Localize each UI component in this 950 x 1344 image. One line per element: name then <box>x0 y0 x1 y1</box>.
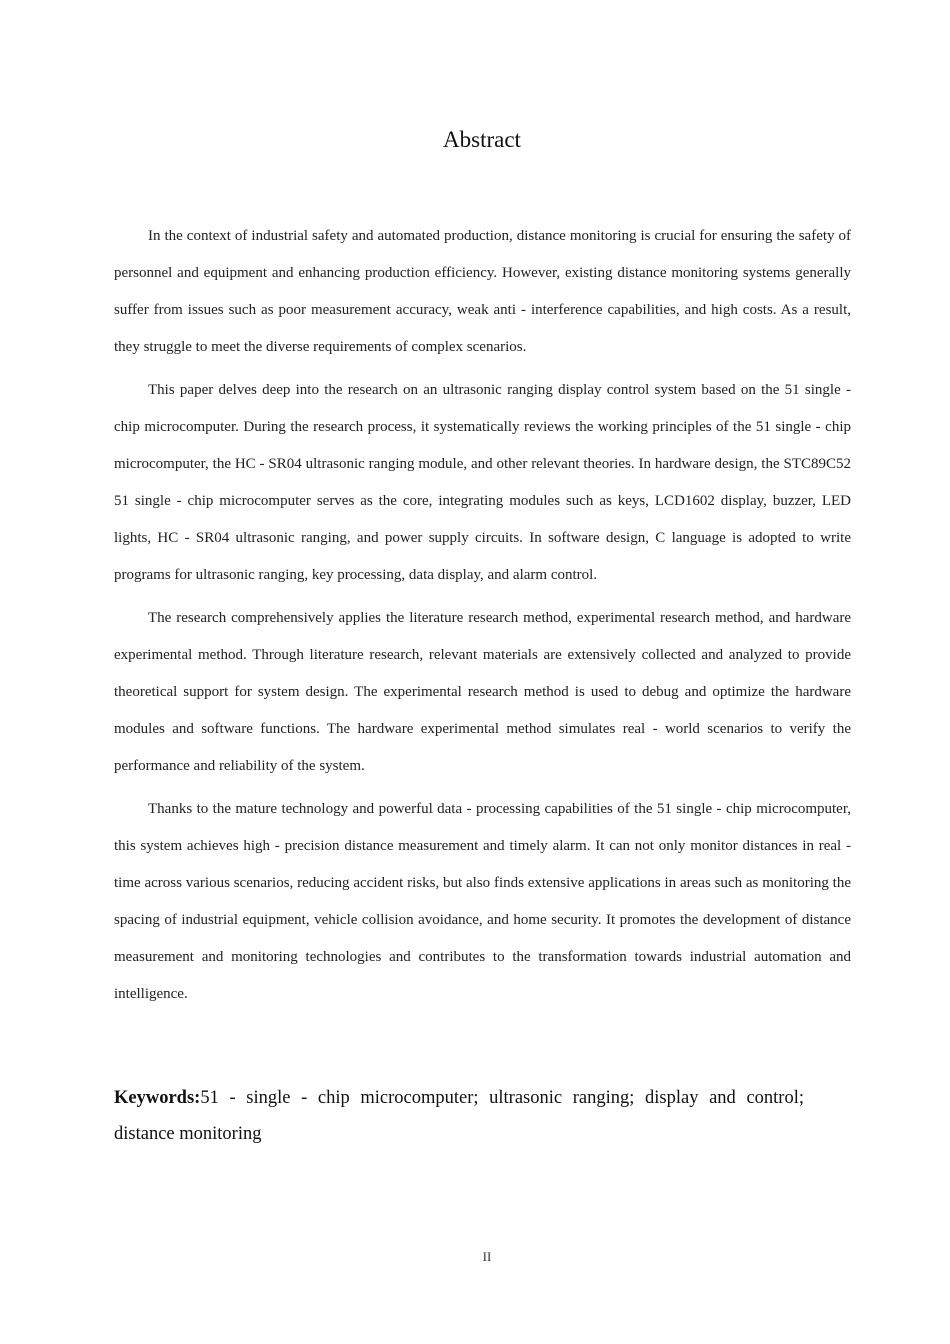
keywords-block <box>114 1080 804 1152</box>
keywords-label: Keywords: <box>114 1088 201 1108</box>
keywords-text: 51 - single - chip microcomputer; ultrasonic ranging; display and control; distance monitoring <box>114 1088 804 1144</box>
abstract-paragraph-2: This paper delves deep into the research on an ultrasonic ranging display control system based on the 51 single - chip microcomputer. During the research process, it systematically reviews the working principles of the 51 single - chip microcomputer, the HC - SR04 ultrasonic ranging module, and other relevant theories. In hardware design, the STC89C52 51 single - chip microcomputer serves as the core, integrating modules such as keys, LCD1602 display, buzzer, LED lights, HC - SR04 ultrasonic ranging, and power supply circuits. In software design, C language is adopted to write programs for ultrasonic ranging, key processing, data display, and alarm control. <box>114 382 851 583</box>
abstract-body <box>114 218 851 1019</box>
abstract-paragraph-3: The research comprehensively applies the literature research method, experimental research method, and hardware experimental method. Through literature research, relevant materials are extensively collected and analyzed to provide theoretical support for system design. The experimental research method is used to debug and optimize the hardware modules and software functions. The hardware experimental method simulates real - world scenarios to verify the performance and reliability of the system. <box>114 610 851 774</box>
abstract-paragraph-4: Thanks to the mature technology and powerful data - processing capabilities of the 51 single - chip microcomputer, this system achieves high - precision distance measurement and timely alarm. It can not only monitor distances in real - time across various scenarios, reducing accident risks, but also finds extensive applications in areas such as monitoring the spacing of industrial equipment, vehicle collision avoidance, and home security. It promotes the development of distance measurement and monitoring technologies and contributes to the transformation towards industrial automation and intelligence. <box>114 801 851 1002</box>
page-title: Abstract <box>443 127 521 152</box>
page-number: II <box>482 1249 492 1264</box>
abstract-paragraph-1: In the context of industrial safety and automated production, distance monitoring is crucial for ensuring the safety of personnel and equipment and enhancing production efficiency. However, existing distance monitoring systems generally suffer from issues such as poor measurement accuracy, weak anti - interference capabilities, and high costs. As a result, they struggle to meet the diverse requirements of complex scenarios. <box>114 228 851 355</box>
